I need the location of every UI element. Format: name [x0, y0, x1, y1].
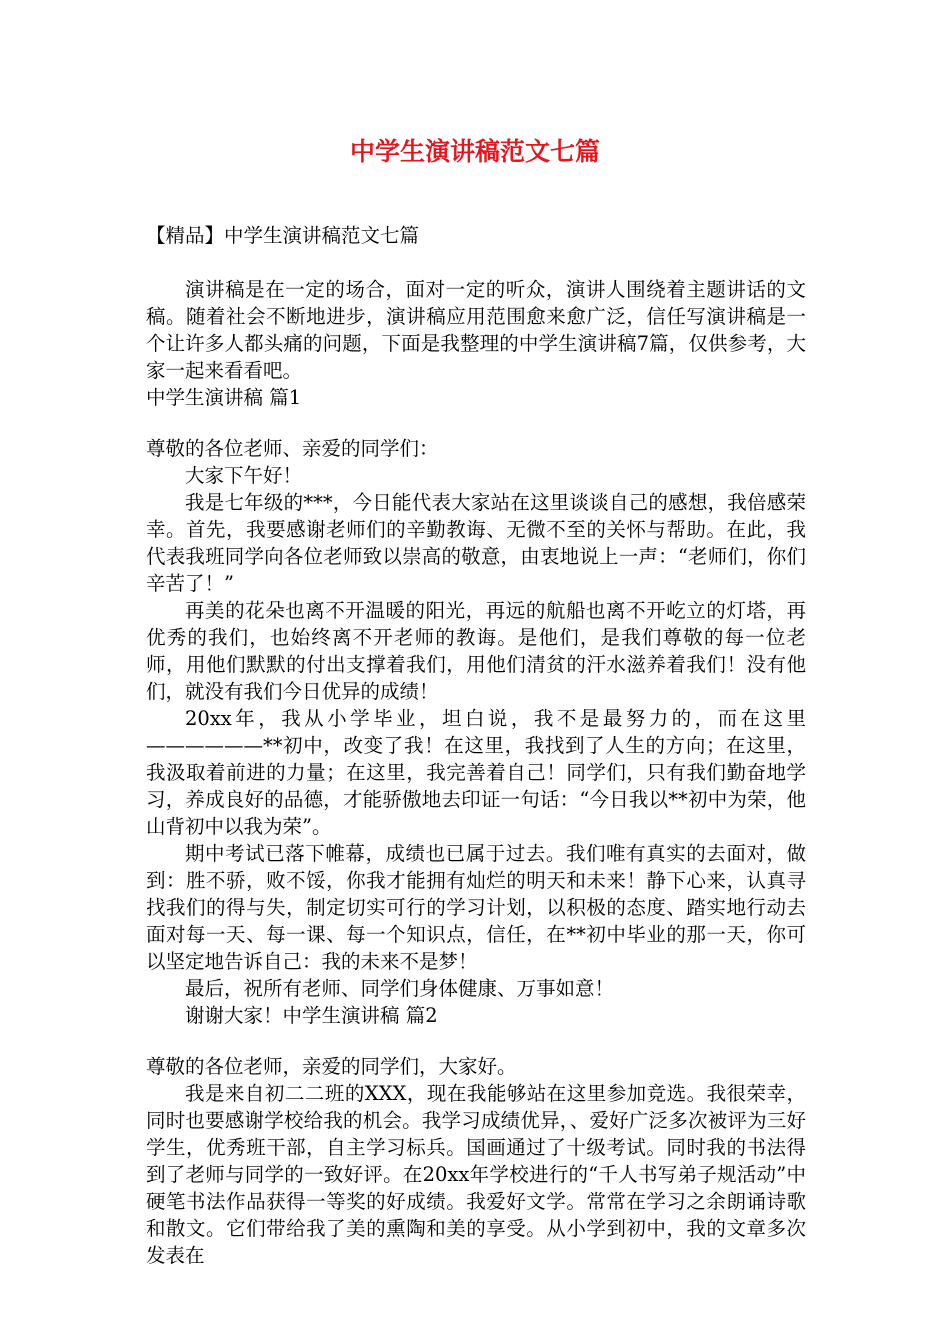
intro-paragraph: 演讲稿是在一定的场合，面对一定的听众，演讲人围绕着主题讲话的文稿。随着社会不断地进步，演讲稿应用范围愈来愈广泛，信任写演讲稿是一个让许多人都头痛的问题，下面是我整理的中学生演讲稿7篇，仅供参考，大家一起来看看吧。: [146, 278, 806, 382]
section-heading-1: 中学生演讲稿 篇1: [146, 386, 302, 409]
paragraph: 最后，祝所有老师、同学们身体健康、万事如意！: [185, 977, 615, 1000]
paragraph: 20xx年，我从小学毕业，坦白说，我不是最努力的，而在这里——————**初中，改变了我！在这里，我找到了人生的方向；在这里，我汲取着前进的力量；在这里，我完善着自己！同学们，只有我们勤奋地学习，养成良好的品德，才能骄傲地去印证一句话：“今日我以**初中为荣，他山背初中以我为荣”。: [146, 707, 806, 838]
salutation-1: 尊敬的各位老师、亲爱的同学们：: [146, 437, 439, 460]
greeting-1: 大家下午好！: [185, 464, 303, 487]
paragraph-with-section-heading-2: 谢谢大家！中学生演讲稿 篇2: [185, 1004, 438, 1027]
paragraph: 再美的花朵也离不开温暖的阳光，再远的航船也离不开屹立的灯塔，再优秀的我们，也始终离不开老师的教诲。是他们，是我们尊敬的每一位老师，用他们默默的付出支撑着我们，用他们清贫的汗水滋养着我们！没有他们，就没有我们今日优异的成绩！: [146, 599, 806, 703]
paragraph: 我是七年级的***，今日能代表大家站在这里谈谈自己的感想，我倍感荣幸。首先，我要感谢老师们的辛勤教诲、无微不至的关怀与帮助。在此，我代表我班同学向各位老师致以崇高的敬意，由衷地说上一声：“老师们，你们辛苦了！”: [146, 491, 806, 595]
salutation-2: 尊敬的各位老师，亲爱的同学们，大家好。: [146, 1055, 517, 1078]
paragraph: 期中考试已落下帷幕，成绩也已属于过去。我们唯有真实的去面对，做到：胜不骄，败不馁，你我才能拥有灿烂的明天和未来！静下心来，认真寻找我们的得与失，制定切实可行的学习计划，以积极的态度、踏实地行动去面对每一天、每一课、每一个知识点，信任，在**初中毕业的那一天，你可以坚定地告诉自己：我的未来不是梦！: [146, 842, 806, 973]
paragraph: 我是来自初二二班的XXX，现在我能够站在这里参加竞选。我很荣幸，同时也要感谢学校给我的机会。我学习成绩优异，、爱好广泛多次被评为三好学生，优秀班干部，自主学习标兵。国画通过了十级考试。同时我的书法得到了老师与同学的一致好评。在20xx年学校进行的“千人书写弟子规活动”中硬笔书法作品获得一等奖的好成绩。我爱好文学。常常在学习之余朗诵诗歌和散文。它们带给我了美的熏陶和美的享受。从小学到初中，我的文章多次发表在: [146, 1082, 806, 1267]
document-title: 中学生演讲稿范文七篇: [349, 137, 600, 166]
document-body: [146, 222, 806, 1269]
header-line: 【精品】中学生演讲稿范文七篇: [146, 224, 420, 247]
